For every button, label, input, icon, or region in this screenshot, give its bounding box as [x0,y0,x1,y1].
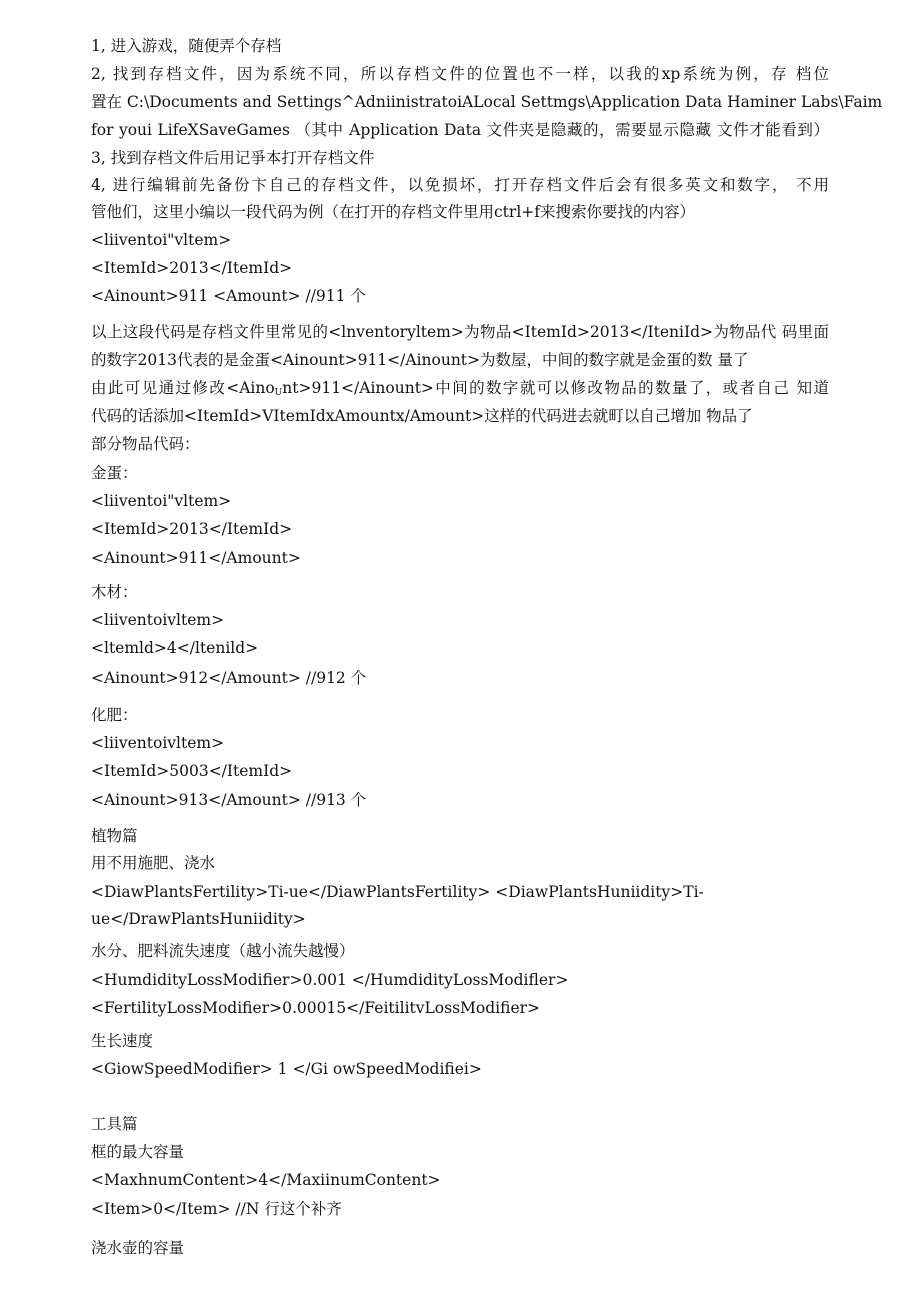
item-heading: 金蛋： [91,464,138,482]
subheading: 用不用施肥、浇水 [91,854,216,872]
explanation-line-2: 的数字2013代表的是金蛋<Ainount>911</Ainount>为数屋，中间的数字就是金蛋的数 量了 [91,351,749,369]
section-heading: 工具篇 [91,1115,138,1133]
section-heading: 植物篇 [91,827,138,845]
subheading: 框的最大容量 [91,1143,185,1161]
code-line: <MaxhnumContent>4</MaxiinumContent> [91,1171,441,1189]
code-line: <Ainount>911 <Amount> //911 个 [91,287,366,305]
code-line: <Ainount>912</Amount> //912 个 [91,669,367,687]
subheading: 水分、肥料流失速度（越小流失越慢） [91,942,355,960]
step-2-line-2: 置在 C:\Documents and Settings^AdniinistratoiALocal Settmgs\Application Data Haminer Labs\Faim [91,93,883,111]
section-label: 部分物品代码： [91,435,200,453]
subheading: 生长速度 [91,1032,154,1050]
code-line: <DiawPlantsFertility>Ti-ue</DiawPlantsFertility> <DiawPlantsHuniidity>Ti- [91,883,704,901]
step-2-line-3: for youi LifeXSaveGames （其中 Application Data 文件夹是隐藏的，需要显示隐藏 文件才能看到） [91,121,829,139]
item-heading: 化肥： [91,706,138,724]
explanation-line-1: 以上这段代码是存档文件里常见的<lnventoryltem>为物品<ItemId>2013</IteniId>为物品代 码里面 [91,323,829,341]
code-line: <ItemId>2013</ItemId> [91,520,293,538]
step-3: 3, 找到存档文件后用记爭本打开存档文件 [91,149,375,167]
code-line: <liiventoivltem> [91,734,225,752]
step-1: 1, 进入游戏，随便弄个存档 [91,37,282,55]
code-line: <FertilityLossModifier>0.00015</FeitilitvLossModifier> [91,999,541,1017]
step-2-line-1: 2, 找到存档文件，因为系统不同，所以存档文件的位置也不一样，以我的xp系统为例，存 档位 [91,65,829,83]
explanation-line-3: 由此可见通过修改<Aino$_U$nt>911</Ainount>中间的数字就可以修改物品的数量了，或者自己 知道 [91,379,829,398]
code-line: ue</DrawPlantsHuniidity> [91,910,306,928]
code-line: <ItemId>5003</ItemId> [91,762,293,780]
item-heading: 木材： [91,583,138,601]
code-line: <GiowSpeedModifier> 1 </Gi owSpeedModifiei> [91,1060,482,1078]
code-line: <liiventoi"vltem> [91,231,232,249]
subheading: 浇水壶的容量 [91,1239,185,1257]
step-4-line-2: 管他们，这里小编以一段代码为例（在打开的存档文件里用ctrl+f来搜索你要找的内容） [91,203,696,221]
code-line: <Item>0</Item> //N 行这个补齐 [91,1200,342,1218]
explanation-line-4: 代码的话添加<ItemId>VItemIdxAmountx/Amount>这样的代码进去就町以自己增加 物品了 [91,407,753,425]
step-4-line-1: 4, 进行编辑前先备份卞自己的存档文件，以免损坏，打开存档文件后会有很多英文和数字， 不用 [91,176,829,194]
code-line: <ItemId>2013</ItemId> [91,259,293,277]
code-line: <ltemld>4</ltenild> [91,639,259,657]
code-line: <Ainount>911</Amount> [91,549,301,567]
code-line: <liiventoivltem> [91,611,225,629]
code-line: <Ainount>913</Amount> //913 个 [91,791,367,809]
code-line: <HumdidityLossModifier>0.001 </HumdidityLossModifler> [91,971,569,989]
code-line: <liiventoi"vltem> [91,492,232,510]
